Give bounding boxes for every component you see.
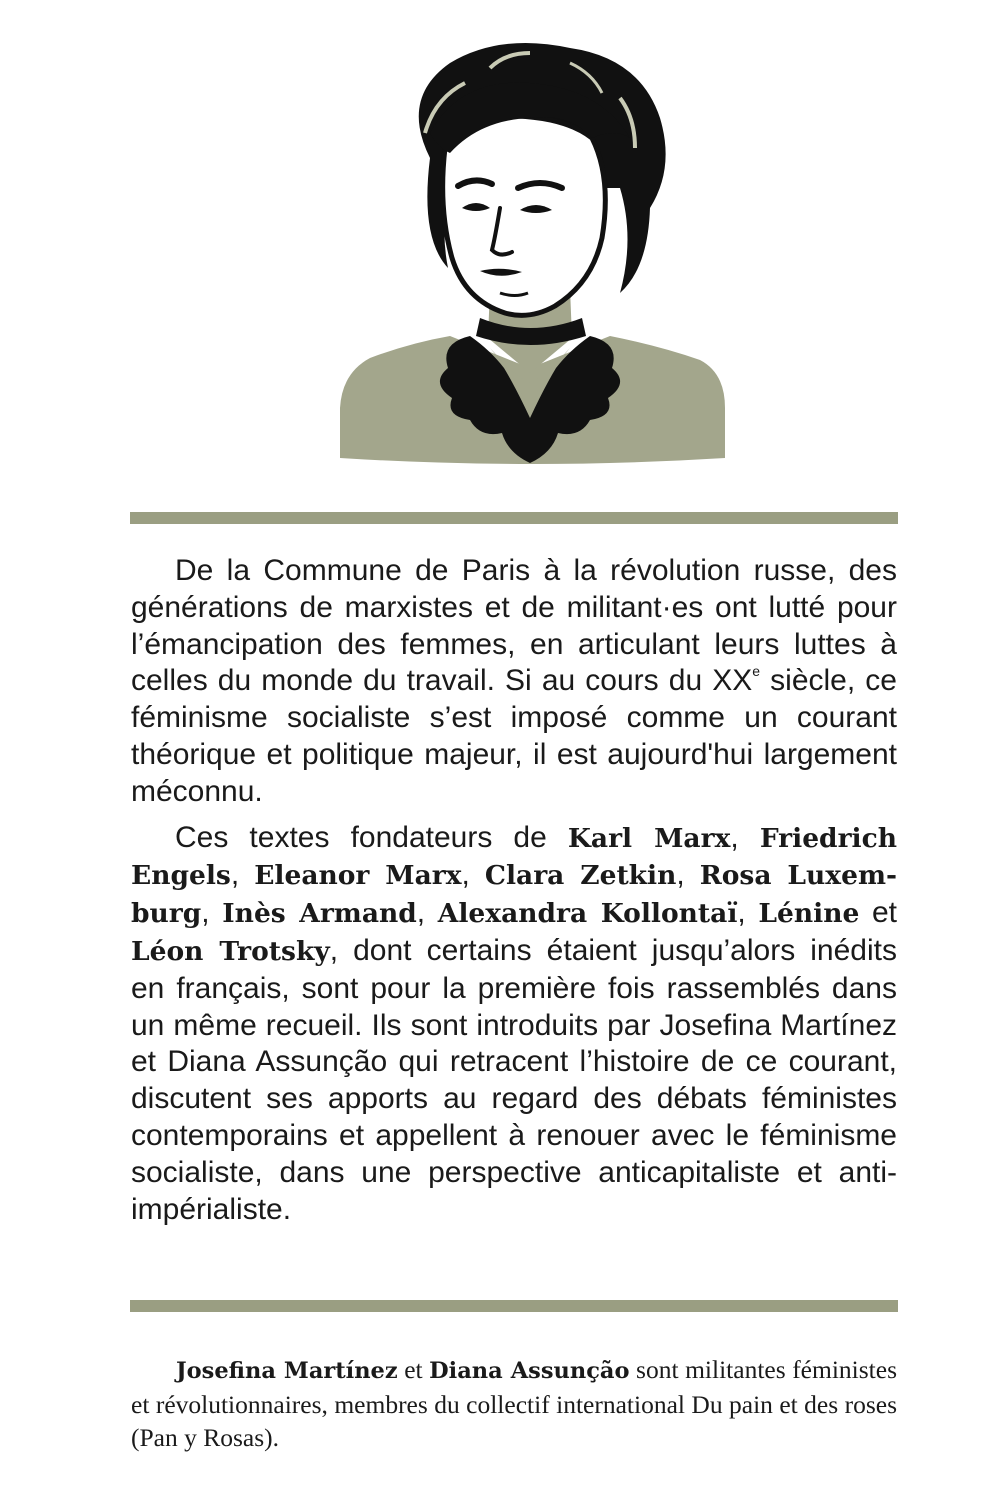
paragraph-intro: De la Commune de Paris à la révolution russe, des générations de marxistes et de militant·es ont lutté pour l’émancipation des femmes, en articulant leurs luttes à celles du monde du travail. Si au cours du XXe siècle, ce féminisme socialiste s’est imposé comme un courant théorique et politique majeur, il est aujourd'hui largement méconnu. [131, 554, 897, 808]
author-trotsky: Léon Trotsky [131, 935, 330, 967]
bio-paragraph: Josefina Martínez et Diana Assunção sont militantes féministes et révolutionnaires, membres du collectif international Du pain et des roses (Pan y Rosas). [131, 1355, 898, 1452]
author-kollontai: Alexandra Kollontaï [437, 898, 738, 930]
author-luxemburg: Rosa Luxemburg [131, 860, 898, 930]
author-lenine: Lénine [758, 898, 860, 930]
blurb-text [131, 553, 897, 1228]
bio-author-martinez: Josefina Martínez [176, 1358, 398, 1384]
paragraph-authors: Ces textes fondateurs de Karl Marx, Friedrich Engels, Eleanor Marx, Clara Zetkin, Rosa Luxemburg, Inès Armand, Alexandra Kollontaï, Lénine et Léon Trotsky, dont certains étaient jusqu’alors inédits en français, sont pour la première fois rassemblés dans un même recueil. Ils sont introduits par Josefina Martínez et Diana Assunção qui retracent l’histoire de ce courant, discutent ses apports au regard des débats féministes contemporains et appellent à renouer avec le féminisme socialiste, dans une perspective anticapitaliste et anti-impérialiste. [131, 820, 898, 1226]
author-engels: Friedrich Engels [131, 822, 898, 892]
bottom-divider [130, 1300, 898, 1312]
author-eleanor-marx: Eleanor Marx [254, 860, 462, 892]
bio-author-assuncao: Diana Assunção [429, 1358, 630, 1384]
portrait-illustration [330, 38, 730, 468]
author-bio [131, 1353, 897, 1454]
author-armand: Inès Armand [222, 898, 417, 930]
portrait-icon [330, 38, 730, 468]
author-marx: Karl Marx [567, 822, 731, 854]
top-divider [130, 512, 898, 524]
author-zetkin: Clara Zetkin [484, 860, 677, 892]
